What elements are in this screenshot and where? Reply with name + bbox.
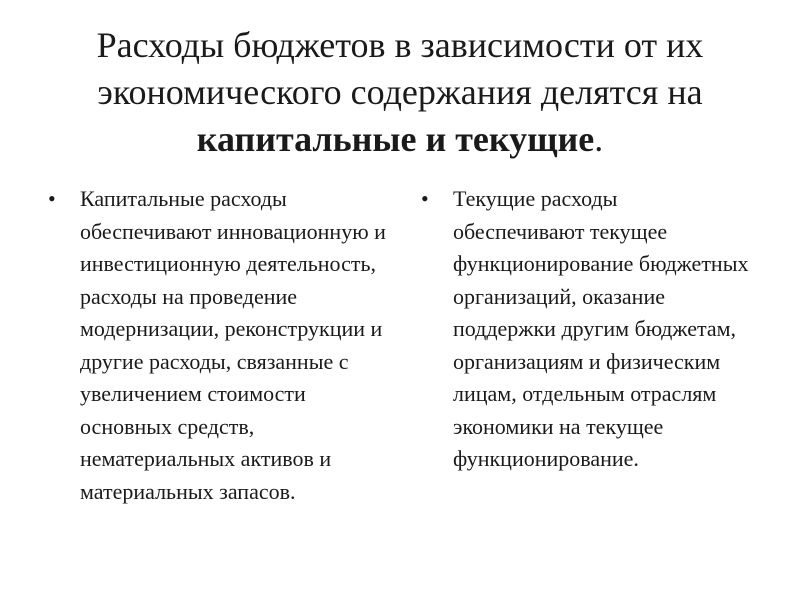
capital-expenses-text: Капитальные расходы обеспечивают инновационную и инвестиционную деятельность, расходы на проведение модернизации, реконструкции и другие расходы, связанные с увеличением стоимости основных средств, нематериальных активов и материальных запасов. [80,186,386,504]
bullet-item-current [421,183,751,476]
slide-title [30,22,770,163]
bullet-icon: • [48,186,56,211]
title-period: . [594,119,604,159]
title-emphasis: капитальные и текущие [196,119,595,159]
title-text: Расходы бюджетов в зависимости от их экономического содержания делятся на [96,25,704,112]
bullet-icon: • [421,186,429,211]
right-column [421,183,751,476]
left-column [48,183,393,508]
current-expenses-text: Текущие расходы обеспечивают текущее функционирование бюджетных организаций, оказание поддержки другим бюджетам, организациям и физическим лицам, отдельным отраслям экономики на текущее функционирование. [453,186,749,471]
bullet-item-capital [48,183,393,508]
